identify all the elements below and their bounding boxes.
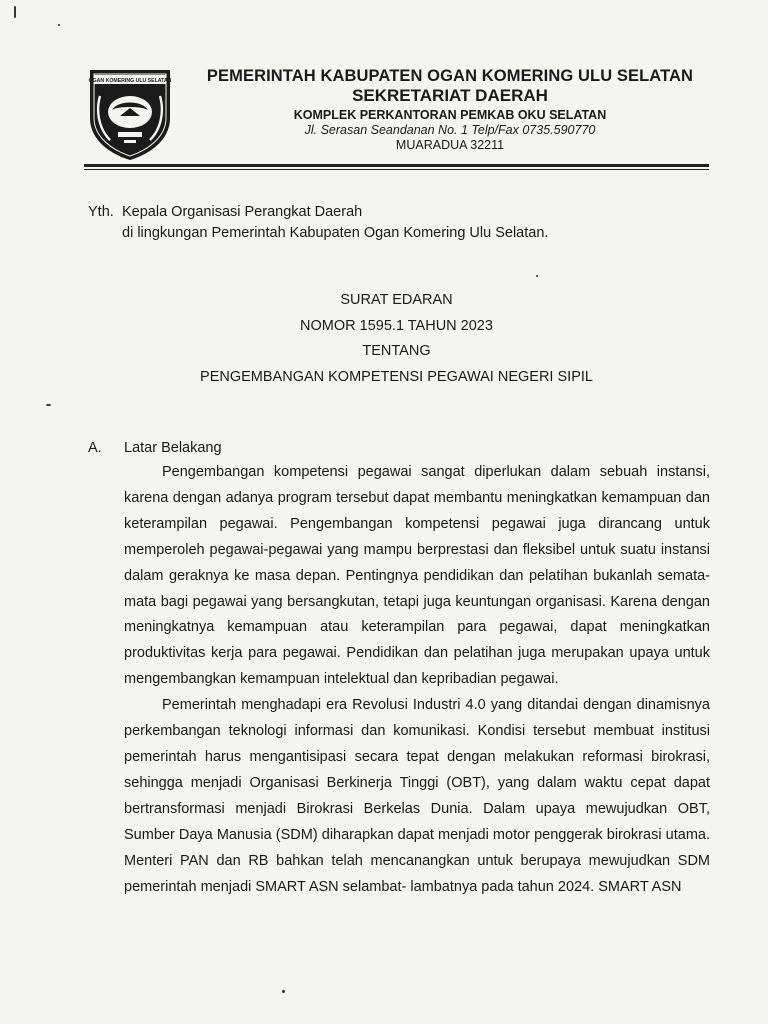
section-title: Latar Belakang — [124, 440, 222, 456]
scan-speck — [58, 24, 60, 26]
addressee-line-1: Kepala Organisasi Perangkat Daerah — [122, 204, 363, 220]
section-a-heading — [88, 438, 222, 459]
scan-speck — [282, 990, 285, 993]
letter-number: NOMOR 1595.1 TAHUN 2023 — [300, 317, 493, 334]
letterhead — [180, 66, 720, 153]
letterhead-complex: KOMPLEK PERKANTORAN PEMKAB OKU SELATAN — [293, 108, 607, 122]
letterhead-office-name: SEKRETARIAT DAERAH — [352, 86, 548, 105]
letter-subject: PENGEMBANGAN KOMPETENSI PEGAWAI NEGERI SIPIL — [200, 368, 593, 385]
scan-speck — [14, 6, 16, 18]
section-number: A. — [88, 440, 102, 456]
addressee-label: Yth. — [88, 204, 114, 220]
letterhead-divider-thick — [84, 164, 709, 167]
letterhead-city: MUARADUA 32211 — [395, 138, 505, 152]
letter-about: TENTANG — [362, 343, 431, 359]
regency-emblem-logo — [84, 66, 176, 162]
letter-title-block — [84, 288, 709, 390]
letterhead-divider-thin — [84, 169, 709, 170]
paragraph-1: Pengembangan kompetensi pegawai sangat diperlukan dalam sebuah instansi, karena dengan adanya program tersebut dapat membantu meningkatkan kemampuan dan keterampilan pegawai. Pengembangan kompetensi pegawai juga dirancang untuk memperoleh pegawai-pegawai yang mampu berprestasi dan fleksibel untuk suatu instansi dalam geraknya ke masa depan. Pentingnya pendidikan dan pelatihan bukanlah semata-mata bagi pegawai yang bersangkutan, tetapi juga keuntungan organisasi. Karena dengan meningkatnya kemampuan atau keterampilan para pegawai, dapat meningkatkan produktivitas kerja para pegawai. Pendidikan dan pelatihan juga merupakan upaya untuk mengembangkan kemampuan intelektual dan kepribadian pegawai. — [124, 464, 710, 688]
letterhead-government-name: PEMERINTAH KABUPATEN OGAN KOMERING ULU SELATAN — [206, 67, 694, 85]
logo-text: OGAN KOMERING ULU SELATAN — [88, 78, 172, 84]
paragraph-2: Pemerintah menghadapi era Revolusi Industri 4.0 yang ditandai dengan dinamisnya perkembangan teknologi informasi dan komunikasi. Kondisi tersebut membuat institusi pemerintah harus mengantisipasi secara tepat dengan melakukan reformasi birokrasi, sehingga menjadi Organisasi Berkinerja Tinggi (OBT), yang dalam waktu cepat dapat bertransformasi menjadi Birokrasi Berkelas Dunia. Dalam upaya mewujudkan OBT, Sumber Daya Manusia (SDM) diharapkan dapat menjadi motor penggerak birokrasi utama. Menteri PAN dan RB bahkan telah mencanangkan untuk berupaya mewujudkan SDM pemerintah menjadi SMART ASN selambat- lambatnya pada tahun 2024. SMART ASN — [124, 697, 710, 895]
letter-type: SURAT EDARAN — [340, 292, 453, 308]
letterhead-address: Jl. Serasan Seandanan No. 1 Telp/Fax 0735.590770 — [304, 123, 596, 137]
scan-speck — [536, 275, 538, 277]
addressee-block — [88, 202, 548, 244]
scan-speck — [46, 404, 51, 406]
addressee-line-2: di lingkungan Pemerintah Kabupaten Ogan Komering Ulu Selatan. — [122, 225, 549, 241]
section-a-body — [124, 460, 710, 900]
